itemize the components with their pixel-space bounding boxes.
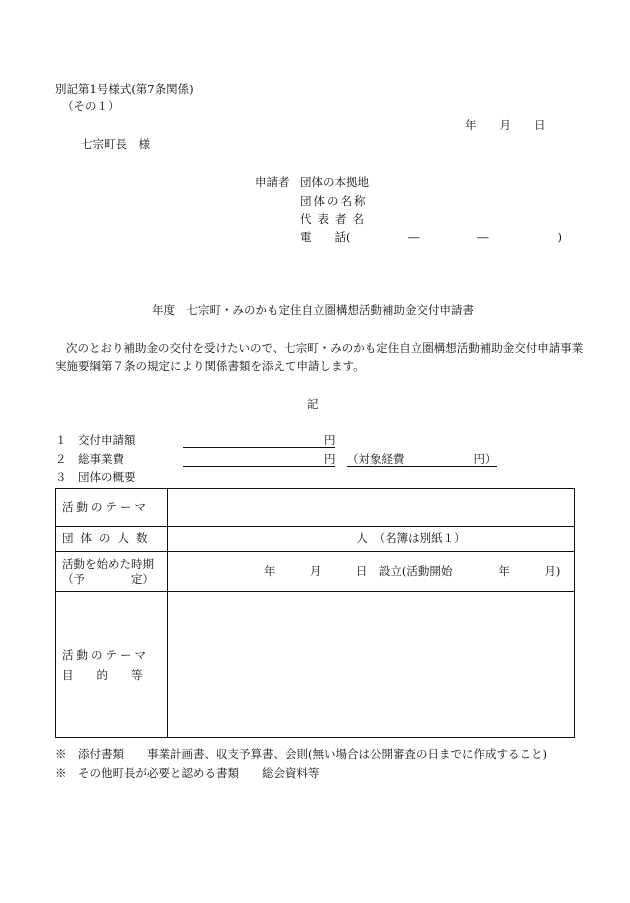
document-title: 年度 七宗町・みのかも定住自立圏構想活動補助金交付申請書 [152,303,474,317]
body-line-2: 実施要綱第７条の規定により関係書類を添えて申請します。 [55,359,365,373]
application-amount-field [183,435,335,448]
members-label: 団体の人数 [56,527,168,552]
ki-heading: 記 [307,397,319,411]
table-row [56,552,575,592]
applicant-label: 申請者 [255,175,290,189]
body-line-1: 次のとおり補助金の交付を受けたいので、七宗町・みのかも定住自立圏構想活動補助金交付申請事業 [66,341,584,355]
start-date-field [168,552,575,592]
start-date-label-cell [56,552,168,592]
total-cost-unit: 円 [324,452,336,466]
form-subnumber: （その１） [62,99,120,113]
start-date-value: 年 月 日 設立(活動開始 年 月) [263,563,561,578]
applicant-name-label: 団体の名称 [300,194,368,208]
item-group-overview-label: ３ 団体の概要 [55,470,136,484]
theme-field [168,489,575,527]
target-cost-note: （対象経費 円） [347,452,497,466]
start-date-sublabel: （予 定） [62,571,154,586]
item-application-amount-label: １ 交付申請額 [55,433,136,447]
table-row [56,489,575,527]
purpose-label: 活動のテーマ [62,647,149,662]
date-line: 年 月 日 [465,118,546,132]
purpose-label-cell [56,592,168,738]
form-number: 別記第1号様式(第7条関係) [55,82,194,96]
item-total-cost-label: ２ 総事業費 [55,452,124,466]
theme-label: 活動のテーマ [56,489,168,527]
application-amount-unit: 円 [324,433,336,447]
addressee: 七宗町長 様 [81,137,150,151]
total-cost-field [183,454,335,467]
table-row [56,592,575,738]
table-row [56,527,575,552]
start-date-label: 活動を始めた時期 [62,556,154,571]
applicant-base-label: 団体の本拠地 [300,175,369,189]
members-value: 人 （名簿は別紙１） [356,531,466,546]
purpose-field [168,592,575,738]
applicant-rep-label: 代表者名 [300,212,370,226]
purpose-sublabel: 目 的 等 [62,667,143,682]
applicant-tel-label: 電 話( ― ― ) [300,230,562,244]
members-field [168,527,575,552]
note-attachments: ※ 添付書類 事業計画書、収支予算書、会則(無い場合は公開審査の日までに作成すること) [55,747,547,761]
group-overview-table [55,488,575,738]
note-other-documents: ※ その他町長が必要と認める書類 総会資料等 [55,766,320,780]
